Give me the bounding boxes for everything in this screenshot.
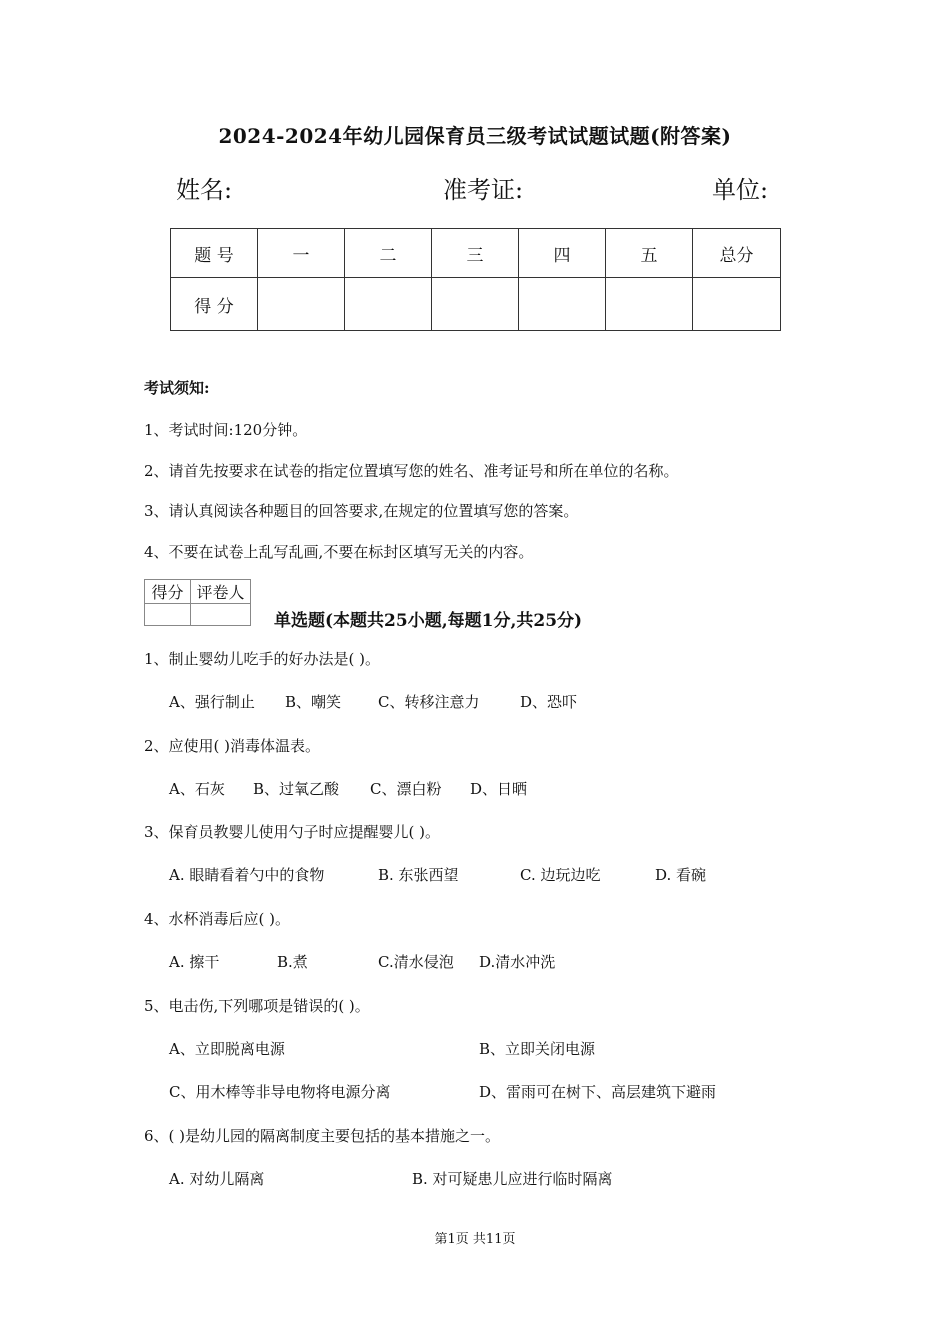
unit-label: 单位: <box>712 176 769 204</box>
section-col-3: 三 <box>432 229 519 278</box>
page-footer: 第1页 共11页 <box>434 1232 516 1247</box>
score-table-score-row <box>171 278 781 331</box>
question-stem: 4、水杯消毒后应( )。 <box>144 910 291 928</box>
option-b: B、嘲笑 <box>285 693 342 711</box>
grader-name-label: 评卷人 <box>191 580 251 604</box>
option-b: B. 对可疑患儿应进行临时隔离 <box>412 1170 613 1188</box>
option-c: C、转移注意力 <box>378 693 480 711</box>
option-a: A. 眼睛看着勺中的食物 <box>169 866 325 884</box>
question-stem: 6、( )是幼儿园的隔离制度主要包括的基本措施之一。 <box>144 1127 501 1145</box>
question-stem: 1、制止婴幼儿吃手的好办法是( )。 <box>144 650 381 668</box>
section-col-2: 二 <box>345 229 432 278</box>
notice-item: 1、考试时间:120分钟。 <box>144 421 308 439</box>
page-title: 2024-2024年幼儿园保育员三级考试试题试题(附答案) <box>218 124 732 148</box>
option-c: C、漂白粉 <box>370 780 442 798</box>
notice-item: 4、不要在试卷上乱写乱画,不要在标封区填写无关的内容。 <box>144 543 534 561</box>
question-stem: 3、保育员教婴儿使用勺子时应提醒婴儿( )。 <box>144 823 441 841</box>
option-b: B.煮 <box>277 953 308 971</box>
section-col-1: 一 <box>258 229 345 278</box>
score-cell[interactable] <box>693 278 781 331</box>
score-cell[interactable] <box>258 278 345 331</box>
score-cell[interactable] <box>345 278 432 331</box>
notice-item: 3、请认真阅读各种题目的回答要求,在规定的位置填写您的答案。 <box>144 502 579 520</box>
total-score-col: 总分 <box>693 229 781 278</box>
grader-score-label: 得分 <box>145 580 191 604</box>
option-b: B. 东张西望 <box>378 866 459 884</box>
option-d: D、日晒 <box>470 780 528 798</box>
section-title: 单选题(本题共25小题,每题1分,共25分) <box>274 611 583 631</box>
exam-number-label: 准考证: <box>443 176 524 204</box>
score-label: 得 分 <box>171 278 258 331</box>
section-col-4: 四 <box>519 229 606 278</box>
option-b: B、立即关闭电源 <box>479 1040 596 1058</box>
notice-title: 考试须知: <box>144 379 210 397</box>
option-a: A、石灰 <box>169 780 225 798</box>
option-c: C.清水侵泡 <box>378 953 454 971</box>
option-a: A、强行制止 <box>169 693 255 711</box>
question-number-label: 题 号 <box>171 229 258 278</box>
question-stem: 2、应使用( )消毒体温表。 <box>144 737 321 755</box>
score-cell[interactable] <box>432 278 519 331</box>
grader-name-cell[interactable] <box>191 604 251 626</box>
score-table-header-row <box>171 229 781 278</box>
option-d: D.清水冲洗 <box>479 953 556 971</box>
option-a: A. 对幼儿隔离 <box>169 1170 265 1188</box>
option-b: B、过氧乙酸 <box>253 780 340 798</box>
option-d: D、恐吓 <box>520 693 578 711</box>
grader-score-cell[interactable] <box>145 604 191 626</box>
grader-table <box>144 579 251 626</box>
option-c: C. 边玩边吃 <box>520 866 601 884</box>
option-d: D、雷雨可在树下、高层建筑下避雨 <box>479 1083 717 1101</box>
score-cell[interactable] <box>519 278 606 331</box>
option-d: D. 看碗 <box>655 866 707 884</box>
notice-item: 2、请首先按要求在试卷的指定位置填写您的姓名、准考证号和所在单位的名称。 <box>144 462 679 480</box>
section-col-5: 五 <box>606 229 693 278</box>
question-stem: 5、电击伤,下列哪项是错误的( )。 <box>144 997 370 1015</box>
option-a: A、立即脱离电源 <box>169 1040 285 1058</box>
option-c: C、用木棒等非导电物将电源分离 <box>169 1083 391 1101</box>
score-table <box>170 228 781 331</box>
score-cell[interactable] <box>606 278 693 331</box>
option-a: A. 擦干 <box>169 953 220 971</box>
name-label: 姓名: <box>176 176 233 204</box>
